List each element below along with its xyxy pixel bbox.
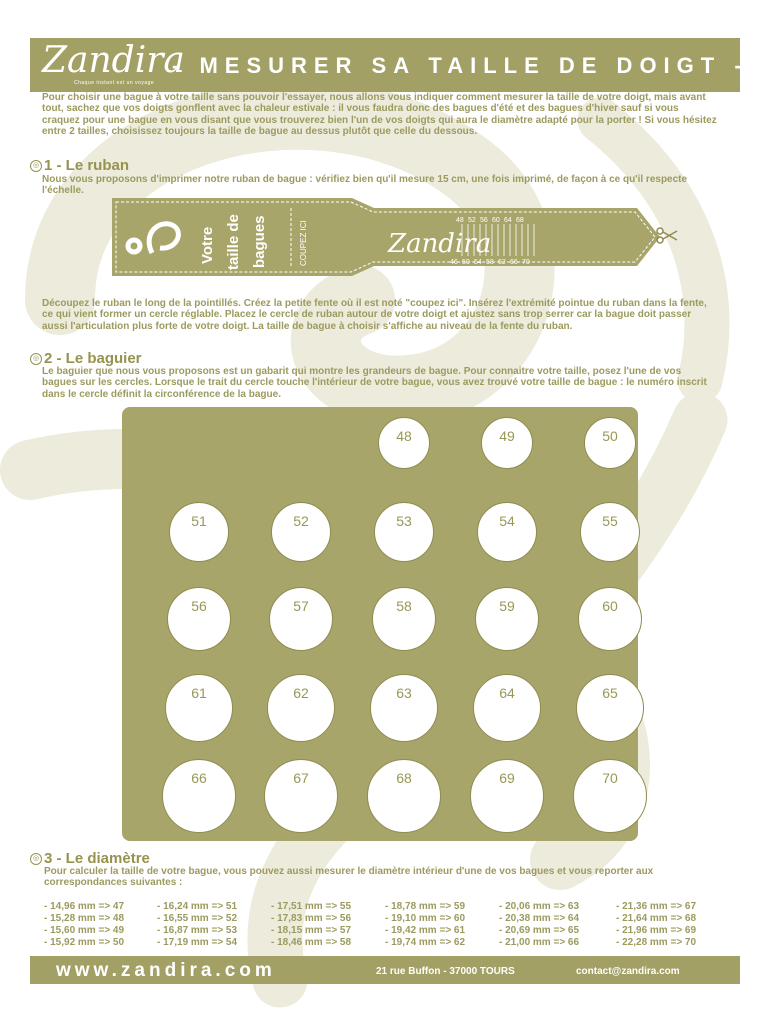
ring-size-63 (370, 674, 438, 742)
correspondence-item: - 21,36 mm => 67 (616, 901, 697, 912)
ribbon-bottom-number: 54 (474, 259, 482, 266)
correspondence-item: - 14,96 mm => 47 (44, 901, 125, 912)
correspondence-item: - 18,15 mm => 57 (271, 925, 352, 936)
scissors-icon (657, 228, 677, 243)
store-address: 21 rue Buffon - 37000 TOURS (376, 966, 515, 977)
section-3-title (30, 850, 150, 867)
page-title: - MESURER SA TAILLE DE DOIGT - (172, 53, 749, 78)
ring-size-label: 54 (499, 513, 515, 529)
ring-size-label: 66 (191, 770, 207, 786)
ring-size-59 (475, 587, 539, 651)
ring-size-label: 52 (293, 513, 309, 529)
ring-size-58 (372, 587, 436, 651)
correspondence-column (385, 901, 500, 949)
ring-size-70 (573, 759, 647, 833)
ribbon-label-line-1: Votre (199, 226, 216, 264)
ring-size-label: 51 (191, 513, 207, 529)
correspondence-item: - 20,06 mm => 63 (499, 901, 580, 912)
ribbon-bottom-number: 58 (486, 259, 494, 266)
ring-size-50 (584, 417, 636, 469)
ring-bullet-icon: ◎ (30, 853, 42, 865)
correspondence-item: - 18,78 mm => 59 (385, 901, 466, 912)
ring-size-label: 62 (293, 685, 309, 701)
ribbon-label-line-3: bagues (251, 215, 268, 268)
ring-size-label: 63 (396, 685, 412, 701)
page-footer (30, 956, 740, 984)
ring-size-65 (576, 674, 644, 742)
correspondence-item: - 19,10 mm => 60 (385, 913, 466, 924)
ring-size-label: 48 (396, 428, 412, 444)
ring-size-label: 57 (293, 598, 309, 614)
ring-size-57 (269, 587, 333, 651)
ring-size-label: 55 (602, 513, 618, 529)
ring-size-62 (267, 674, 335, 742)
ring-bullet-icon: ◎ (30, 353, 42, 365)
correspondence-item: - 15,60 mm => 49 (44, 925, 125, 936)
ribbon-cut-label: COUPEZ ICI (299, 220, 308, 266)
logo-tagline: Chaque instant est un voyage (74, 80, 155, 86)
section-3-title-text: 3 - Le diamètre (44, 850, 150, 867)
correspondence-item: - 15,28 mm => 48 (44, 913, 125, 924)
correspondence-item: - 16,24 mm => 51 (157, 901, 238, 912)
correspondence-item: - 18,46 mm => 58 (271, 937, 352, 948)
ring-size-54 (477, 502, 537, 562)
section-2-title (30, 350, 142, 367)
ribbon-zandira-logo: Zandira (388, 229, 492, 259)
correspondence-item: - 17,83 mm => 56 (271, 913, 352, 924)
ring-size-label: 67 (293, 770, 309, 786)
ring-size-69 (470, 759, 544, 833)
ring-size-52 (271, 502, 331, 562)
ribbon-instructions: Découpez le ruban le long de la pointillés. Créez la petite fente où il est noté "coupez ici". Insérez l'extrémité pointue du ruban dans la fente, ce qui vient former un cercle réglable. Placez le cercle de ruban autour de votre doigt et ajustez sans trop serrer car la bague doit passer aussi l'articulation plus forte de votre doigt. La taille de bague à choisir s'affiche au niveau de la fente du ruban. (42, 298, 707, 332)
correspondence-item: - 17,51 mm => 55 (271, 901, 352, 912)
section-1-text: Nous vous proposons d'imprimer notre ruban de bague : vérifiez bien qu'il mesure 15 cm, une fois imprimé, de façon à ce qu'il respecte l'échelle. (42, 174, 688, 197)
ribbon-bottom-number: 50 (462, 259, 470, 266)
correspondence-item: - 21,96 mm => 69 (616, 925, 697, 936)
ribbon-bottom-number: 62 (498, 259, 506, 266)
correspondence-column (499, 901, 614, 949)
correspondence-column (44, 901, 159, 949)
zandira-logo: Zandira (42, 40, 185, 81)
correspondence-item: - 16,55 mm => 52 (157, 913, 238, 924)
section-2-title-text: 2 - Le baguier (44, 350, 142, 367)
ribbon-bottom-number: 70 (522, 259, 530, 266)
ribbon-label-line-2: taille de (225, 214, 242, 270)
ring-size-64 (473, 674, 541, 742)
correspondence-item: - 22,28 mm => 70 (616, 937, 697, 948)
ribbon-top-number: 60 (492, 217, 500, 224)
section-2-text: Le baguier que nous vous proposons est un gabarit qui montre les grandeurs de bague. Pour connaitre votre taille, posez l'une de vos bagues sur les cercles. Lorsque le trait du cercle touche l'intérieur de votre bague, vous avez trouvé votre taille de bague : le numéro inscrit dans le cercle définit la circonférence de la bague. (42, 366, 707, 400)
ribbon-top-number: 52 (468, 217, 476, 224)
correspondence-item: - 19,42 mm => 61 (385, 925, 466, 936)
ring-size-53 (374, 502, 434, 562)
ribbon-bottom-number: 46 (450, 259, 458, 266)
correspondence-item: - 15,92 mm => 50 (44, 937, 125, 948)
ring-size-55 (580, 502, 640, 562)
contact-email-link[interactable]: contact@zandira.com (576, 966, 680, 977)
ring-size-67 (264, 759, 338, 833)
section-1-title-text: 1 - Le ruban (44, 157, 130, 174)
section-1-title (30, 157, 129, 174)
section-3-text: Pour calculer la taille de votre bague, vous pouvez aussi mesurer le diamètre intérieur d'une de vos bagues et vous reporter aux correspondances suivantes : (44, 866, 654, 889)
correspondence-item: - 20,38 mm => 64 (499, 913, 580, 924)
correspondence-column (616, 901, 731, 949)
ring-sizer-board (122, 407, 638, 841)
correspondence-item: - 19,74 mm => 62 (385, 937, 466, 948)
ring-size-68 (367, 759, 441, 833)
page-header (30, 38, 749, 92)
ring-size-49 (481, 417, 533, 469)
ring-size-66 (162, 759, 236, 833)
ribbon-top-number: 64 (504, 217, 512, 224)
ribbon-top-number: 48 (456, 217, 464, 224)
ring-size-label: 65 (602, 685, 618, 701)
correspondence-column (271, 901, 386, 949)
website-link[interactable]: www.zandira.com (56, 960, 276, 981)
ribbon-top-number: 56 (480, 217, 488, 224)
ring-size-56 (167, 587, 231, 651)
correspondence-item: - 21,64 mm => 68 (616, 913, 697, 924)
ring-size-label: 64 (499, 685, 515, 701)
correspondence-item: - 20,69 mm => 65 (499, 925, 580, 936)
ring-size-60 (578, 587, 642, 651)
ribbon-top-number: 68 (516, 217, 524, 224)
ring-size-label: 53 (396, 513, 412, 529)
ring-size-label: 49 (499, 428, 515, 444)
ring-size-label: 60 (602, 598, 618, 614)
ring-size-label: 61 (191, 685, 207, 701)
ring-size-ribbon (112, 198, 682, 276)
ring-size-label: 56 (191, 598, 207, 614)
ring-size-label: 59 (499, 598, 515, 614)
ring-size-61 (165, 674, 233, 742)
ring-size-label: 69 (499, 770, 515, 786)
correspondence-item: - 16,87 mm => 53 (157, 925, 238, 936)
correspondence-item: - 21,00 mm => 66 (499, 937, 580, 948)
correspondence-column (157, 901, 272, 949)
ring-size-51 (169, 502, 229, 562)
correspondence-item: - 17,19 mm => 54 (157, 937, 238, 948)
ring-size-label: 68 (396, 770, 412, 786)
ring-size-label: 50 (602, 428, 618, 444)
ring-size-label: 58 (396, 598, 412, 614)
intro-paragraph: Pour choisir une bague à votre taille sans pouvoir l'essayer, nous allons vous indiquer comment mesurer la taille de votre doigt, mais avant tout, sachez que vos doigts gonflent avec la chaleur estivale : il vous faudra donc des bagues d'été et des bagues d'hiver sauf si vous craquez pour une bague en vous disant que vous trouverez bien l'un de vos doigts qui aura le diamètre adapté pour la porter ! Si vous hésitez entre 2 tailles, choisissez toujours la taille de bague au dessus plutôt que celle du dessous. (42, 92, 717, 137)
ring-size-48 (378, 417, 430, 469)
ring-bullet-icon: ◎ (30, 160, 42, 172)
ring-size-label: 70 (602, 770, 618, 786)
ribbon-bottom-number: 66 (510, 259, 518, 266)
